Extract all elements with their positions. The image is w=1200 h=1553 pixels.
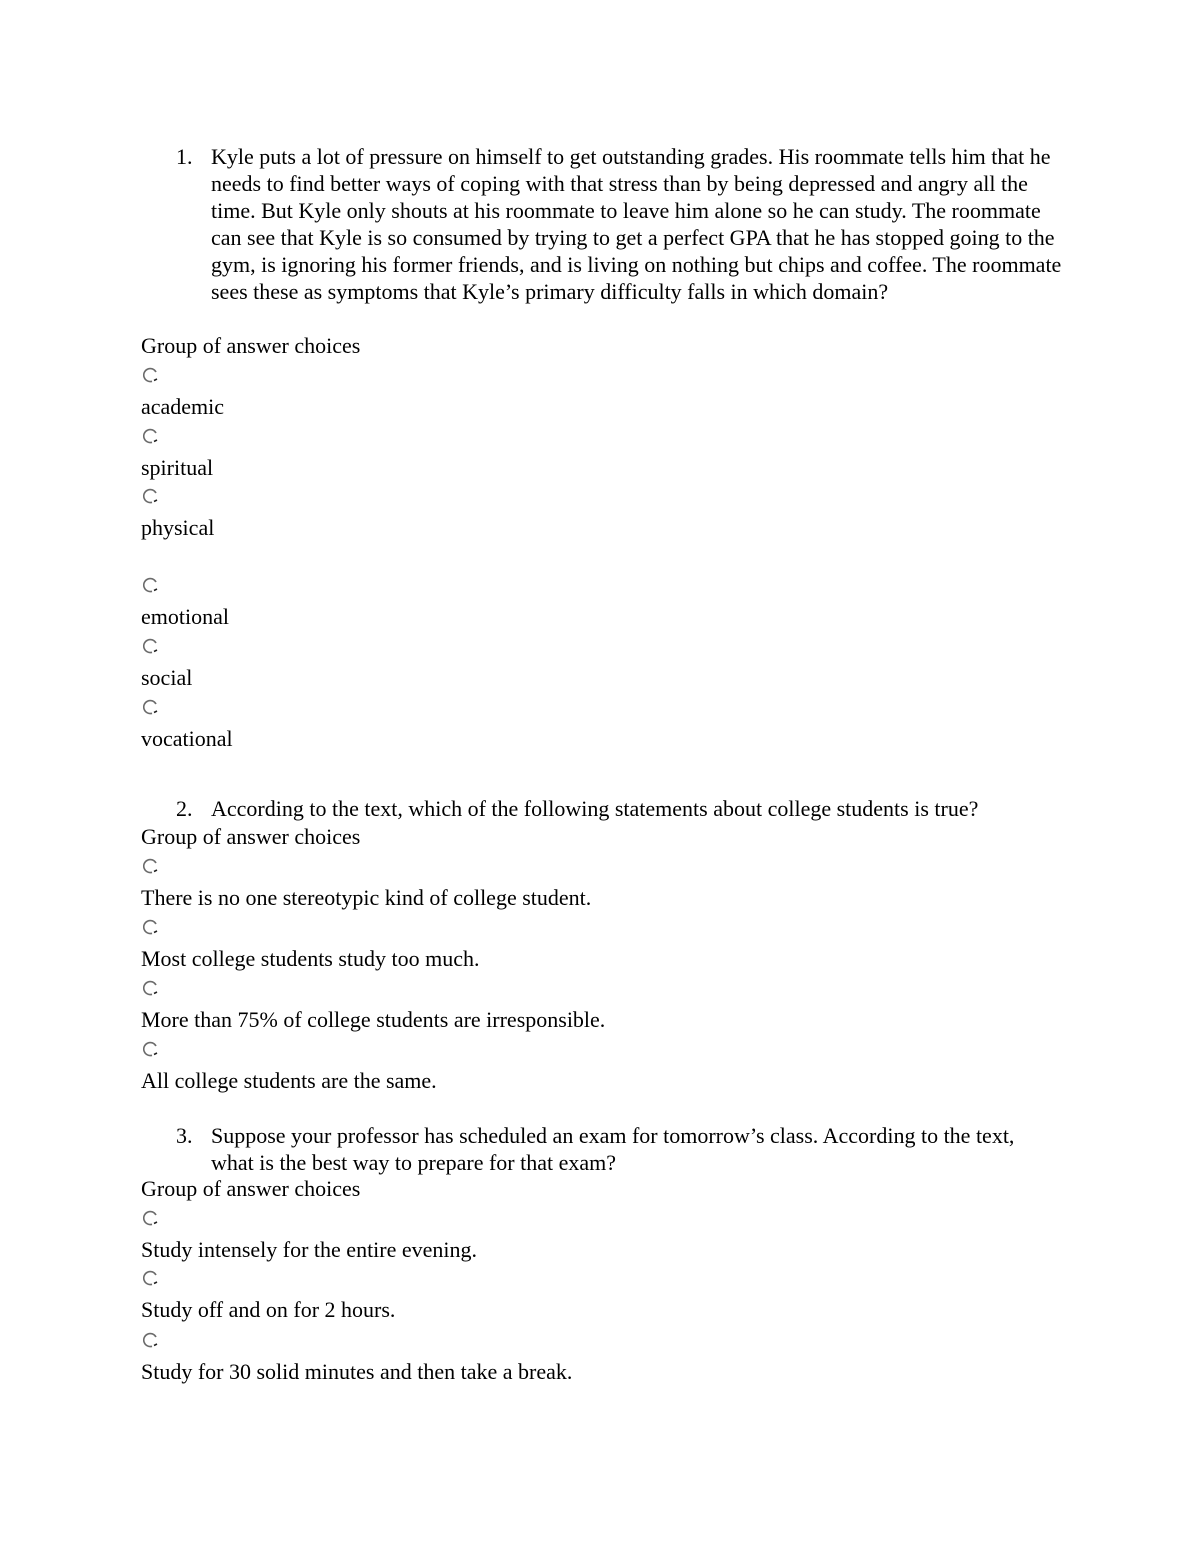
answer-option-label: emotional xyxy=(141,604,229,629)
answer-option-label: spiritual xyxy=(141,455,214,480)
radio-button-icon[interactable] xyxy=(143,980,159,996)
radio-button-icon[interactable] xyxy=(143,1270,159,1286)
answer-group-label: Group of answer choices xyxy=(141,824,361,849)
answer-group-label: Group of answer choices xyxy=(141,1176,361,1201)
radio-button-icon[interactable] xyxy=(143,367,159,383)
answer-group-label: Group of answer choices xyxy=(141,333,361,358)
radio-button-icon[interactable] xyxy=(143,919,159,935)
answer-option-label: physical xyxy=(141,515,215,540)
radio-button-icon[interactable] xyxy=(143,428,159,444)
answer-option-label: More than 75% of college students are irresponsible. xyxy=(141,1007,606,1032)
question-number: 3. xyxy=(176,1123,193,1148)
question-text: Suppose your professor has scheduled an exam for tomorrow’s class. According to the text, what is the best way to prepare for that exam? xyxy=(211,1123,1015,1175)
radio-button-icon[interactable] xyxy=(143,577,159,593)
question-number: 1. xyxy=(176,144,193,169)
answer-option-label: Most college students study too much. xyxy=(141,946,480,971)
answer-option-label: Study off and on for 2 hours. xyxy=(141,1297,396,1322)
answer-option-label: All college students are the same. xyxy=(141,1068,437,1093)
question-number: 2. xyxy=(176,796,193,821)
radio-button-icon[interactable] xyxy=(143,1332,159,1348)
radio-button-icon[interactable] xyxy=(143,858,159,874)
answer-option-label: academic xyxy=(141,394,225,419)
radio-button-icon[interactable] xyxy=(143,638,159,654)
answer-option-label: vocational xyxy=(141,726,233,751)
answer-option-label: There is no one stereotypic kind of college student. xyxy=(141,885,592,910)
question-text: According to the text, which of the following statements about college students is true? xyxy=(211,796,979,821)
question-text: Kyle puts a lot of pressure on himself to get outstanding grades. His roommate tells him that he needs to find better ways of coping with that stress than by being depressed and angry all the time. But Kyle only shouts at his roommate to leave him alone so he can study. The roommate can see that Kyle is so consumed by trying to get a perfect GPA that he has stopped going to the gym, is ignoring his former friends, and is living on nothing but chips and coffee. The roommate sees these as symptoms that Kyle’s primary difficulty falls in which domain? xyxy=(211,144,1062,304)
answer-option-label: social xyxy=(141,665,193,690)
answer-option-label: Study intensely for the entire evening. xyxy=(141,1237,478,1262)
answer-option-label: Study for 30 solid minutes and then take a break. xyxy=(141,1359,573,1384)
radio-button-icon[interactable] xyxy=(143,1210,159,1226)
radio-button-icon[interactable] xyxy=(143,488,159,504)
radio-button-icon[interactable] xyxy=(143,699,159,715)
radio-button-icon[interactable] xyxy=(143,1041,159,1057)
